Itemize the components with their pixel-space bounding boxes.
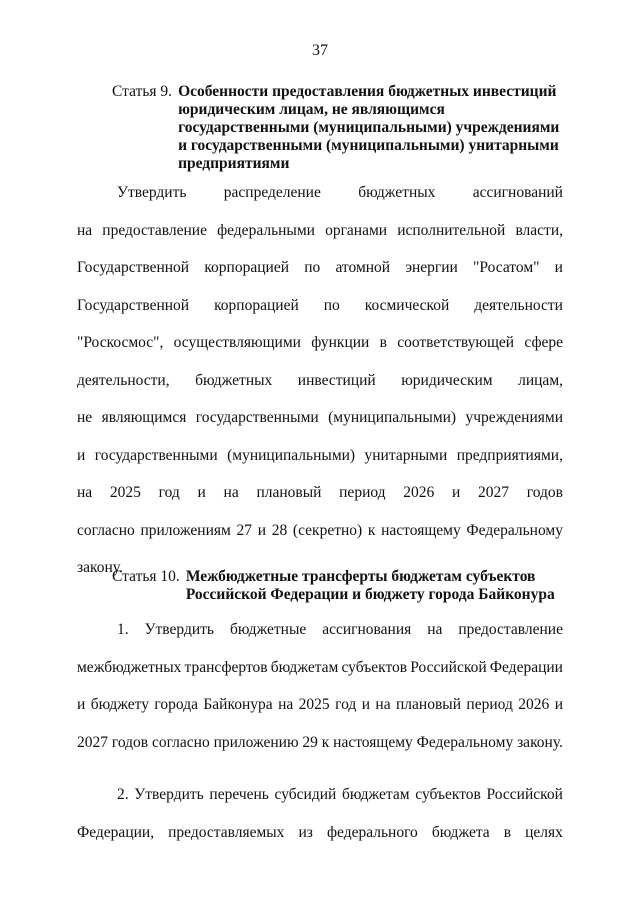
word: и [197, 484, 206, 501]
word: государственными [94, 446, 218, 464]
word: Федерации, [77, 823, 155, 841]
paragraph-line [117, 620, 563, 640]
word: 2026 [403, 484, 435, 501]
paragraph-line [77, 733, 563, 753]
paragraph-line [77, 258, 563, 278]
word: осуществляющими [173, 334, 301, 351]
word: приложениям [140, 521, 231, 539]
word: Федерации [489, 658, 563, 676]
word: предприятиями, [456, 446, 563, 464]
word: период [339, 484, 386, 501]
word: по [304, 259, 321, 276]
word: и [452, 484, 461, 501]
article-9-title [178, 83, 559, 173]
word: 2025 [109, 484, 141, 501]
word: предоставление [458, 621, 563, 638]
word: бюджету [90, 696, 149, 713]
word: и [554, 696, 563, 713]
word: 2. [117, 786, 129, 803]
article-10-title-line: Российской Федерации и бюджету города Байконура [185, 586, 555, 603]
word: атомной [335, 259, 391, 276]
word: год [335, 696, 357, 713]
word: целях [525, 823, 563, 841]
word: исполнительной [397, 221, 506, 239]
paragraph-line [77, 483, 563, 503]
word: перечень [209, 786, 269, 803]
article-9-label: Статья 9. [112, 83, 173, 100]
word: унитарными [364, 446, 448, 464]
paragraph-line [77, 408, 563, 428]
word: 29 [302, 733, 318, 751]
word: на [278, 696, 294, 713]
word: и [77, 446, 86, 464]
word: на [77, 484, 93, 501]
word: плановый [396, 696, 461, 713]
article-9-title-line: государственными (муниципальными) учреждениями [178, 119, 560, 136]
word: Федеральному [466, 521, 563, 539]
article-9-title-line: предприятиями [178, 155, 290, 172]
word: приложению [213, 733, 299, 751]
word: и [361, 696, 370, 713]
word: Утвердить [134, 786, 204, 803]
article-10-label: Статья 10. [112, 568, 180, 585]
word: учреждениями [465, 409, 563, 426]
paragraph-line [77, 221, 563, 241]
word: субъектов [415, 786, 481, 803]
paragraph-line [77, 658, 563, 678]
word: в [503, 823, 512, 841]
word: федерального [326, 823, 418, 841]
paragraph-line: закону. [77, 559, 123, 576]
word: к [367, 521, 376, 539]
article-10-title [186, 568, 555, 604]
article-9-title-line: Особенности предоставления бюджетных инвестиций [178, 83, 557, 100]
word: настоящему [333, 733, 413, 751]
word: и [257, 521, 267, 539]
word: корпорацией [214, 296, 299, 314]
word: функции [311, 334, 370, 351]
word: настоящему [381, 521, 461, 539]
word: на [77, 221, 93, 239]
word: и [554, 259, 563, 276]
paragraph-line [77, 823, 563, 843]
paragraph-line [77, 695, 563, 715]
word: лицам, [518, 371, 563, 389]
word: Байконура [203, 696, 273, 713]
word: плановый [256, 484, 322, 501]
word: сфере [524, 334, 563, 351]
paragraph-line [117, 183, 563, 203]
word: 2026 [518, 696, 550, 713]
word: Государственной [77, 296, 190, 314]
word: (секретно) [292, 521, 363, 539]
word: Утвердить [117, 184, 187, 201]
word: к [321, 733, 330, 751]
paragraph-line [117, 785, 563, 805]
word: межбюджетных [77, 658, 182, 676]
word: Российской [486, 786, 563, 803]
word: трансфертов [184, 658, 268, 676]
word: субъектов [341, 658, 408, 676]
word: на [223, 484, 239, 501]
article-10-heading [112, 568, 555, 604]
word: энергии [405, 259, 458, 276]
word: 2025 [298, 696, 330, 713]
word: бюджетам [341, 786, 410, 803]
word: не [77, 409, 93, 426]
word: 2027 [478, 484, 510, 501]
word: соответствующей [397, 334, 515, 351]
word: Утвердить [144, 621, 214, 638]
word: деятельности [474, 296, 563, 314]
article-9-heading [112, 83, 559, 173]
word: ассигнований [472, 184, 563, 201]
word: 1. [117, 621, 129, 638]
word: и [77, 696, 86, 713]
word: согласно [151, 733, 210, 751]
article-10-title-line: Межбюджетные трансферты бюджетам субъектов [185, 568, 536, 585]
word: годов [526, 484, 563, 501]
word: власти, [515, 221, 563, 239]
word: (муниципальными) [328, 409, 457, 426]
word: органами [325, 221, 388, 239]
word: деятельности, [77, 371, 170, 389]
word: "Росатом" [473, 259, 540, 276]
article-9-title-line: юридическим лицам, не являющимся [178, 101, 445, 118]
word: 2027 [77, 733, 108, 751]
word: бюджета [431, 823, 490, 841]
word: "Роскосмос", [77, 334, 164, 351]
word: предоставление [102, 221, 207, 239]
word: корпорацией [204, 259, 289, 276]
word: Государственной [77, 259, 190, 276]
word: бюджетных [195, 371, 273, 389]
word: федеральными [217, 221, 315, 239]
word: на [427, 621, 443, 638]
word: 28 [271, 521, 288, 539]
paragraph-line [77, 371, 563, 391]
word: по [323, 296, 340, 314]
word: период [466, 696, 513, 713]
article-9-title-line: и государственными (муниципальными) унитарными [178, 137, 559, 154]
word: являющимся [101, 409, 187, 426]
word: бюджетных [358, 184, 436, 201]
paragraph-line [77, 296, 563, 316]
word: государственными [195, 409, 319, 426]
paragraph-line [77, 521, 563, 541]
word: 27 [236, 521, 253, 539]
word: на [375, 696, 391, 713]
page-number: 37 [312, 42, 328, 59]
word: субсидий [274, 786, 337, 803]
word: города [154, 696, 198, 713]
word: бюджетам [270, 658, 339, 676]
word: космической [364, 296, 450, 314]
word: в [379, 334, 387, 351]
word: ассигнования [322, 621, 412, 638]
word: год [158, 484, 180, 501]
paragraph-line [77, 333, 563, 353]
word: инвестиций [297, 371, 376, 389]
paragraph-line [77, 446, 563, 466]
word: (муниципальными) [227, 446, 356, 464]
word: Федеральному [416, 733, 514, 751]
word: бюджетные [229, 621, 307, 638]
word: распределение [223, 184, 321, 201]
word: согласно [77, 521, 135, 539]
word: юридическим [401, 371, 493, 389]
word: предоставляемых [168, 823, 285, 841]
word: из [298, 823, 313, 841]
word: годов [111, 733, 149, 751]
word: Российской [410, 658, 487, 676]
word: закону. [517, 733, 563, 751]
